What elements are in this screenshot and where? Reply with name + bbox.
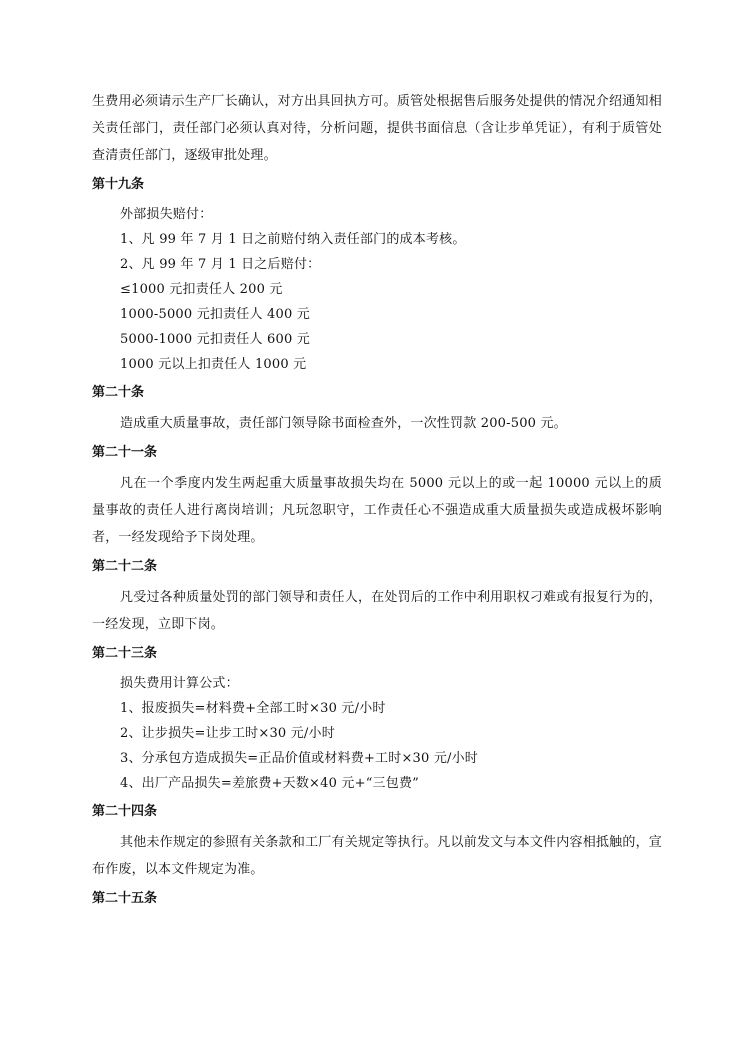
article-20	[92, 383, 662, 437]
article-title: 第十九条	[92, 177, 145, 192]
article-line: 2、让步损失=让步工时×30 元/小时	[120, 726, 335, 741]
article-23	[92, 644, 662, 796]
article-line: 4、出厂产品损失=差旅费+天数×40 元+“三包费”	[120, 776, 420, 791]
article-line: 5000-1000 元扣责任人 600 元	[120, 332, 310, 347]
article-21	[92, 443, 662, 551]
article-paragraph: 造成重大质量事故，责任部门领导除书面检查外，一次性罚款 200-500 元。	[120, 416, 567, 431]
article-title: 第二十五条	[92, 891, 158, 906]
article-line: 1、报废损失=材料费+全部工时×30 元/小时	[120, 701, 386, 716]
article-title: 第二十四条	[92, 804, 158, 819]
intro-paragraph: 生费用必须请示生产厂长确认，对方出具回执方可。质管处根据售后服务处提供的情况介绍通知相关责任部门，责任部门必须认真对待，分析问题，提供书面信息（含让步单凭证），有利于质管处查清责任部门，逐级审批处理。	[92, 94, 662, 163]
article-line: 损失费用计算公式：	[120, 676, 239, 691]
article-paragraph: 凡在一个季度内发生两起重大质量事故损失均在 5000 元以上的或一起 10000 元以上的质量事故的责任人进行离岗培训；凡玩忽职守，工作责任心不强造成重大质量损失或造成极坏影响者，一经发现给予下岗处理。	[92, 476, 662, 545]
article-19	[92, 175, 662, 377]
article-title: 第二十二条	[92, 559, 158, 574]
article-line: 3、分承包方造成损失=正品价值或材料费+工时×30 元/小时	[120, 751, 479, 766]
article-line: 2、凡 99 年 7 月 1 日之后赔付：	[120, 257, 321, 272]
article-paragraph: 凡受过各种质量处罚的部门领导和责任人，在处罚后的工作中利用职权刁难或有报复行为的，一经发现，立即下岗。	[92, 590, 662, 632]
document-page	[92, 88, 662, 908]
article-title: 第二十三条	[92, 646, 158, 661]
article-line: 1、凡 99 年 7 月 1 日之前赔付纳入责任部门的成本考核。	[120, 232, 466, 247]
article-title: 第二十一条	[92, 445, 158, 460]
article-paragraph: 其他未作规定的参照有关条款和工厂有关规定等执行。凡以前发文与本文件内容相抵触的，宣布作废，以本文件规定为准。	[92, 835, 662, 877]
article-line: 外部损失赔付：	[120, 207, 213, 222]
article-25	[92, 889, 662, 908]
article-22	[92, 557, 662, 638]
article-line: 1000 元以上扣责任人 1000 元	[120, 357, 307, 372]
article-line: ≤1000 元扣责任人 200 元	[120, 282, 283, 297]
article-title: 第二十条	[92, 385, 145, 400]
article-line: 1000-5000 元扣责任人 400 元	[120, 307, 310, 322]
article-24	[92, 802, 662, 883]
